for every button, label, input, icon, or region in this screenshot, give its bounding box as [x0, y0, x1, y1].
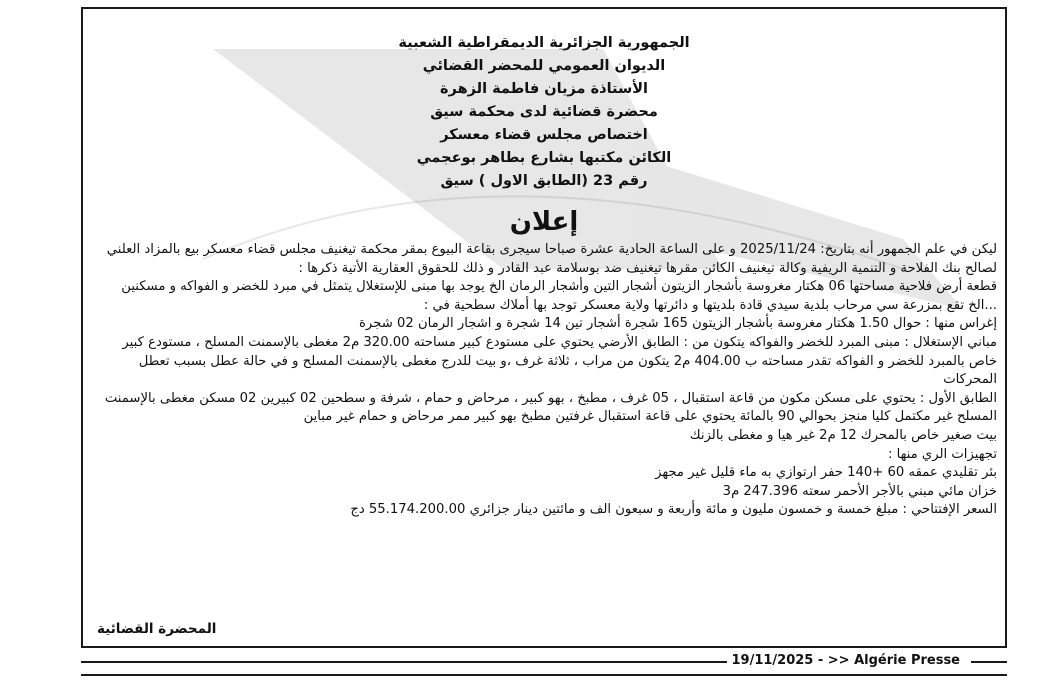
notice-title: إعلان — [509, 207, 579, 237]
paragraph-opening-price: السعر الإفتتاحي : مبلغ خمسة و خمسون مليون و مائة وأربعة و سبعون الف و مائتين دينار جزائري 55.174.200.00 دج — [350, 502, 997, 518]
paragraph-plantings: إغراس منها : حوال 1.50 هكتار مغروسة بأشجار الزيتون 165 شجرة أشجار تين 14 شجرة و اشجار الرمان 02 شجرة — [359, 316, 997, 332]
footer — [81, 650, 1007, 672]
footer-rule-left — [81, 661, 731, 663]
paragraph-irrigation-heading: تجهيزات الري منها : — [887, 446, 997, 462]
header-line-jurisdiction: اختصاص مجلس قضاء معسكر — [440, 127, 648, 143]
paragraph-announcement: ليكن في علم الجمهور أنه بتاريخ: 2025/11/24 و على الساعة الحادية عشرة صباحا سيجرى بقاعة البيوع بمقر محكمة تيغنيف مجلس قضاء معسكر بيع بالمزاد العلني لصالح بنك الفلاحة و التنمية الريفية وكالة تيغنيف الكائن مقرها تيغنيف ضد بوسلامة عبد القادر و ذلك للحقوق العقارية الأتية ذكرها : — [106, 242, 997, 276]
footer-rule-right — [971, 661, 1007, 663]
notice-body — [91, 241, 997, 520]
next-notice-border — [81, 674, 1007, 682]
header-line-office: الديوان العمومي للمحضر القضائي — [422, 58, 666, 74]
paragraph-first-floor: الطابق الأول : يحتوي على مسكن مكون من قاعة استقبال ، 05 غرف ، مطبخ ، بهو كبير ، مرحاض و حمام ، شرفة و سطحين 02 كبيرين 02 مسكن مغطى بالإسمنت المسلح غير مكتمل كليا منجز بحوالي 90 بالمائة يحتوي على قاعة استقبال غرفتين مطبخ بهو كبير ممر مرحاض و حمام غير مباين — [104, 390, 997, 425]
publication-credit: 19/11/2025 - >> Algérie Presse — [727, 653, 964, 668]
signature: المحضرة القضائية — [97, 621, 217, 637]
paragraph-buildings: مباني الإستغلال : مبنى المبرد للخضر والفواكه يتكون من : الطابق الأرضي يحتوي على مستودع كبير مساحته 320.00 م2 مغطى بالإسمنت المسلح ، مستودع كبير خاص بالمبرد للخضر و الفواكه تقدر مساحته ب 404.00 م2 يتكون من مراب ، ثلاثة غرف ،و بيت للدرج مغطى بالإسمنت المسلح و في حالة عطل بسبب تعطل المحركات — [122, 334, 997, 388]
header-line-republic: الجمهورية الجزائرية الديمقراطية الشعبية — [398, 35, 690, 51]
header-line-bailiff-name: الأستاذة مزيان فاطمة الزهرة — [440, 81, 648, 97]
paragraph-engine-room: بيت صغير خاص بالمحرك 12 م2 غير هيا و مغطى بالزنك — [689, 427, 997, 443]
notice-frame — [81, 7, 1007, 648]
paragraph-tank: خزان مائي مبني بالأجر الأحمر سعته 247.396 م3 — [722, 483, 997, 499]
paragraph-land-plot: قطعة أرض فلاحية مساحتها 06 هكتار مغروسة بأشجار الزيتون أشجار التين وأشجار الرمان الخ يوجد بها مبنى للإستغلال يتمثل في مبرد للخضر و الفواكه و مسكنين ...الخ تقع بمزرعة سي مرحاب بلدية سيدي قادة بلديتها و دائرتها ولاية معسكر توجد بها أملاك سطحية في : — [121, 279, 997, 313]
header-line-court: محضرة قضائية لدى محكمة سيق — [430, 104, 658, 120]
header-line-number: رقم 23 (الطابق الاول ) سيق — [440, 173, 648, 189]
header-line-address: الكائن مكتبها بشارع بطاهر بوعجمي — [416, 150, 672, 166]
paragraph-well: بئر تقليدي عمقه 60 +140 حفر ارتوازي به ماء قليل غير مجهز — [655, 465, 997, 481]
